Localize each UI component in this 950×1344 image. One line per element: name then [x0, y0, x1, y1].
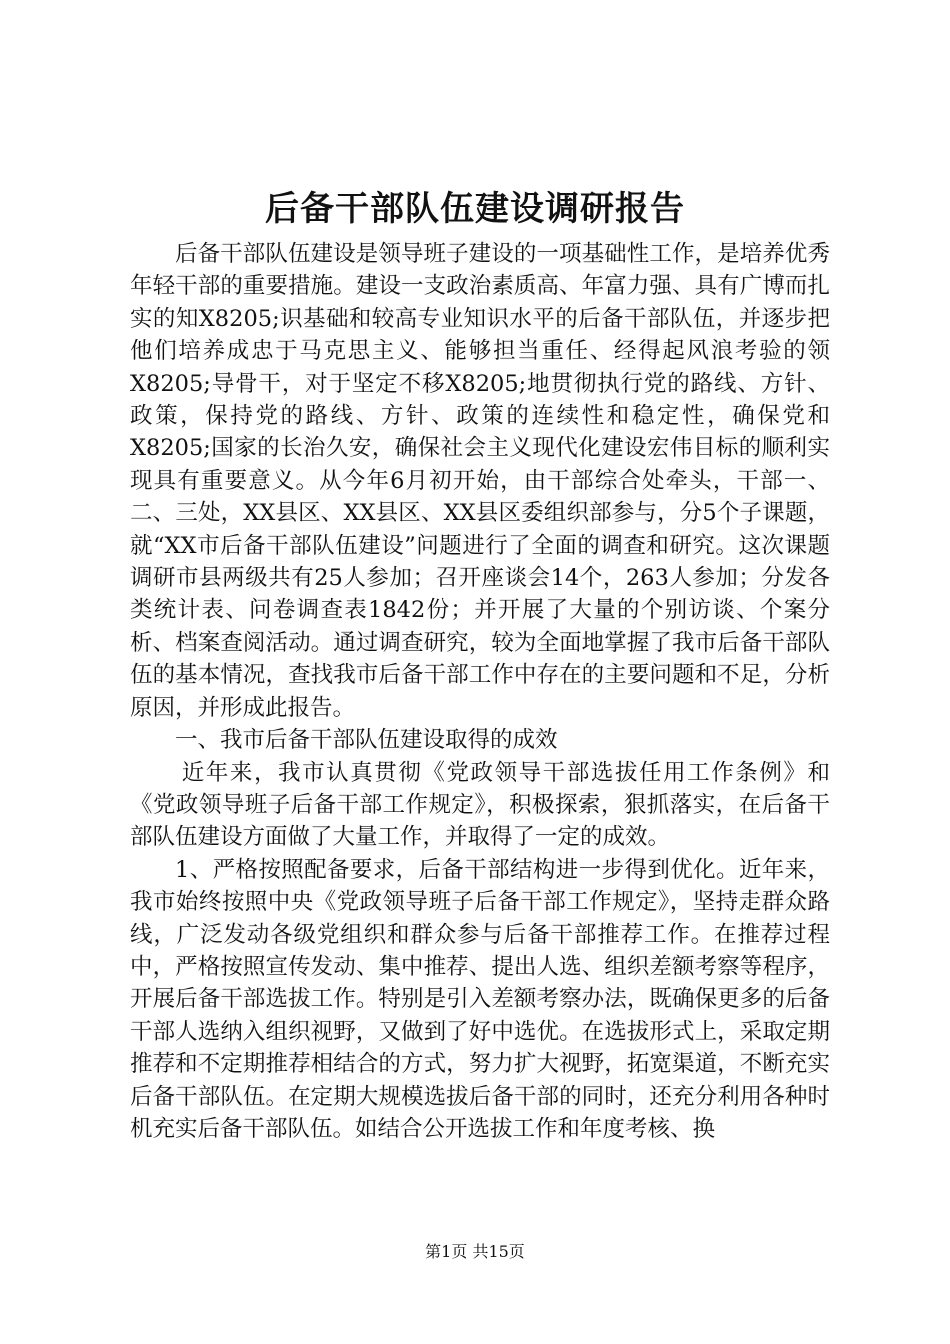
document-body: [130, 238, 830, 1145]
page-number-footer: 第1页 共15页: [425, 1242, 525, 1261]
document-title: 后备干部队伍建设调研报告: [265, 189, 685, 229]
paragraph-intro: 后备干部队伍建设是领导班子建设的一项基础性工作，是培养优秀年轻干部的重要措施。建设一支政治素质高、年富力强、具有广博而扎实的知X8205;识基础和较高专业知识水平的后备干部队伍，并逐步把他们培养成忠于马克思主义、能够担当重任、经得起风浪考验的领X8205;导骨干，对于坚定不移X8205;地贯彻执行党的路线、方针、政策，保持党的路线、方针、政策的连续性和稳定性，确保党和X8205;国家的长治久安，确保社会主义现代化建设宏伟目标的顺利实现具有重要意义。从今年6月初开始，由干部综合处牵头，干部一、二、三处，XX县区、XX县区、XX县区委组织部参与，分5个子课题，就“XX市后备干部队伍建设”问题进行了全面的调查和研究。这次课题调研市县两级共有25人参加；召开座谈会14个，263人参加；分发各类统计表、问卷调查表1842份；并开展了大量的个别访谈、个案分析、档案查阅活动。通过调查研究，较为全面地掌握了我市后备干部队伍的基本情况，查找我市后备干部工作中存在的主要问题和不足，分析原因，并形成此报告。: [130, 241, 830, 721]
paragraph-item-1: 1、严格按照配备要求，后备干部结构进一步得到优化。近年来，我市始终按照中央《党政领导班子后备干部工作规定》，坚持走群众路线，广泛发动各级党组织和群众参与后备干部推荐工作。在推荐过程中，严格按照宣传发动、集中推荐、提出人选、组织差额考察等程序，开展后备干部选拔工作。特别是引入差额考察办法，既确保更多的后备干部人选纳入组织视野，又做到了好中选优。在选拔形式上，采取定期推荐和不定期推荐相结合的方式，努力扩大视野，拓宽渠道，不断充实后备干部队伍。在定期大规模选拔后备干部的同时，还充分利用各种时机充实后备干部队伍。如结合公开选拔工作和年度考核、换: [130, 856, 830, 1142]
paragraph-section-1: 近年来，我市认真贯彻《党政领导干部选拔任用工作条例》和《党政领导班子后备干部工作规定》，积极探索，狠抓落实，在后备干部队伍建设方面做了大量工作，并取得了一定的成效。: [130, 759, 830, 851]
section-heading-1: 一、我市后备干部队伍建设取得的成效: [175, 727, 558, 754]
